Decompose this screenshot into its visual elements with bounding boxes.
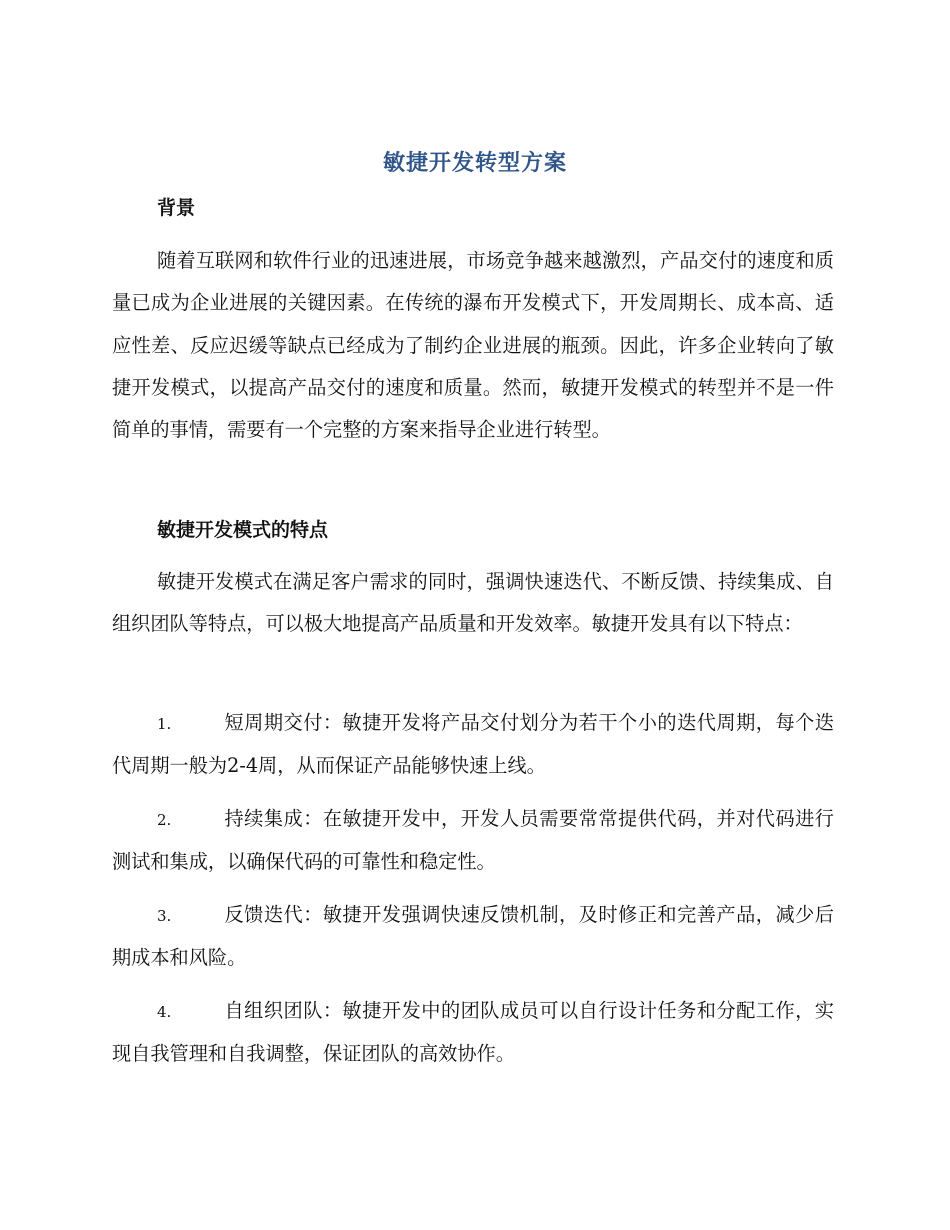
section-heading-agile-features: 敏捷开发模式的特点 [157, 519, 329, 541]
feature-list-item [112, 702, 834, 788]
list-number: 2. [157, 811, 172, 829]
section-heading-background: 背景 [157, 197, 196, 219]
agile-features-intro-paragraph: 敏捷开发模式在满足客户需求的同时，强调快速迭代、不断反馈、持续集成、自组织团队等特点，可以极大地提高产品质量和开发效率。敏捷开发具有以下特点： [112, 570, 834, 636]
list-item-text: 反馈迭代：敏捷开发强调快速反馈机制，及时修正和完善产品，减少后期成本和风险。 [112, 903, 834, 970]
feature-list-item [112, 894, 834, 980]
background-paragraph: 随着互联网和软件行业的迅速进展，市场竞争越来越激烈，产品交付的速度和质量已成为企业进展的关键因素。在传统的瀑布开发模式下，开发周期长、成本高、适应性差、反应迟缓等缺点已经成为了制约企业进展的瓶颈。因此，许多企业转向了敏捷开发模式，以提高产品交付的速度和质量。然而，敏捷开发模式的转型并不是一件简单的事情，需要有一个完整的方案来指导企业进行转型。 [112, 249, 834, 442]
document-title: 敏捷开发转型方案 [382, 151, 567, 176]
list-number: 3. [157, 907, 172, 925]
list-number: 1. [157, 715, 172, 733]
feature-list-item [112, 990, 834, 1076]
list-item-text: 持续集成：在敏捷开发中，开发人员需要常常提供代码，并对代码进行测试和集成，以确保代码的可靠性和稳定性。 [112, 807, 834, 874]
list-number: 4. [157, 1003, 172, 1021]
list-item-text: 短周期交付：敏捷开发将产品交付划分为若干个小的迭代周期，每个迭代周期一般为2-4周，从而保证产品能够快速上线。 [112, 711, 834, 778]
list-item-text: 自组织团队：敏捷开发中的团队成员可以自行设计任务和分配工作，实现自我管理和自我调整，保证团队的高效协作。 [112, 999, 834, 1066]
feature-list-item [112, 798, 834, 884]
